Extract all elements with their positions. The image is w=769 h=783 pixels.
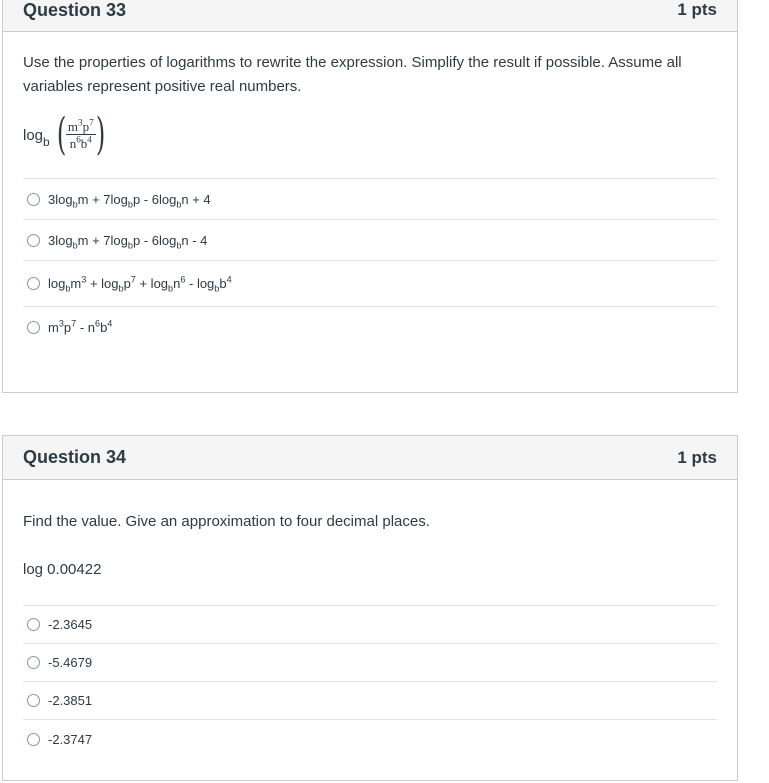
fraction bbox=[66, 119, 96, 151]
question-33 bbox=[2, 0, 738, 393]
answer-label: $3\log_bm + 7\log_bp - 6\log_bn - 4$ bbox=[48, 232, 208, 251]
question-text: Find the value. Give an approximation to four decimal places. bbox=[23, 513, 430, 530]
radio-button[interactable] bbox=[27, 694, 40, 707]
question-title: Question 33 bbox=[23, 0, 127, 20]
answer-option[interactable] bbox=[23, 720, 717, 758]
question-header bbox=[3, 0, 737, 32]
radio-button[interactable] bbox=[27, 618, 40, 631]
answer-option[interactable] bbox=[23, 644, 717, 682]
answer-label: -2.3747 bbox=[48, 731, 93, 747]
question-title: Question 34 bbox=[23, 447, 127, 467]
radio-button[interactable] bbox=[27, 234, 40, 247]
question-header bbox=[3, 436, 737, 480]
answer-label: -5.4679 bbox=[48, 655, 93, 670]
radio-button[interactable] bbox=[27, 733, 40, 746]
answer-option[interactable] bbox=[23, 261, 717, 307]
answer-label: -2.3851 bbox=[48, 693, 93, 708]
answer-option[interactable] bbox=[23, 682, 717, 720]
question-text: Use the properties of logarithms to rewrite the expression. Simplify the result if possible. Assume all variables represent positive real numbers. bbox=[23, 54, 682, 95]
fraction-numerator: $m^3p^7$ bbox=[67, 117, 94, 134]
answer-label: $m^3p^7 - n^6b^4$ bbox=[48, 318, 113, 335]
answer-label: $\log_bm^3 + \log_bp^7 + \log_bn^6 - \log_bb^4$ bbox=[48, 274, 232, 294]
answer-option[interactable] bbox=[23, 220, 717, 261]
fraction-group: ( $\frac{m^3p^7}{n^6b^4}$ ) bbox=[56, 109, 105, 160]
answer-label: $3\log_bm + 7\log_bp - 6\log_bn + 4$ bbox=[48, 191, 211, 210]
answer-list bbox=[23, 605, 717, 758]
question-points: 1 pts bbox=[677, 0, 717, 19]
log-word: $\log_b$ bbox=[23, 126, 50, 149]
answer-label: -2.3645 bbox=[48, 617, 93, 632]
log-expression: log 0.00422 bbox=[23, 561, 102, 578]
radio-button[interactable] bbox=[27, 277, 40, 290]
question-34 bbox=[2, 435, 738, 781]
answer-list bbox=[23, 178, 717, 347]
answer-option[interactable] bbox=[23, 179, 717, 220]
radio-button[interactable] bbox=[27, 321, 40, 334]
answer-option[interactable] bbox=[23, 606, 717, 644]
answer-option[interactable] bbox=[23, 307, 717, 347]
fraction-denominator: $n^6b^4$ bbox=[69, 134, 92, 151]
question-points: 1 pts bbox=[677, 447, 717, 467]
log-expression bbox=[23, 111, 717, 159]
radio-button[interactable] bbox=[27, 656, 40, 669]
radio-button[interactable] bbox=[27, 193, 40, 206]
